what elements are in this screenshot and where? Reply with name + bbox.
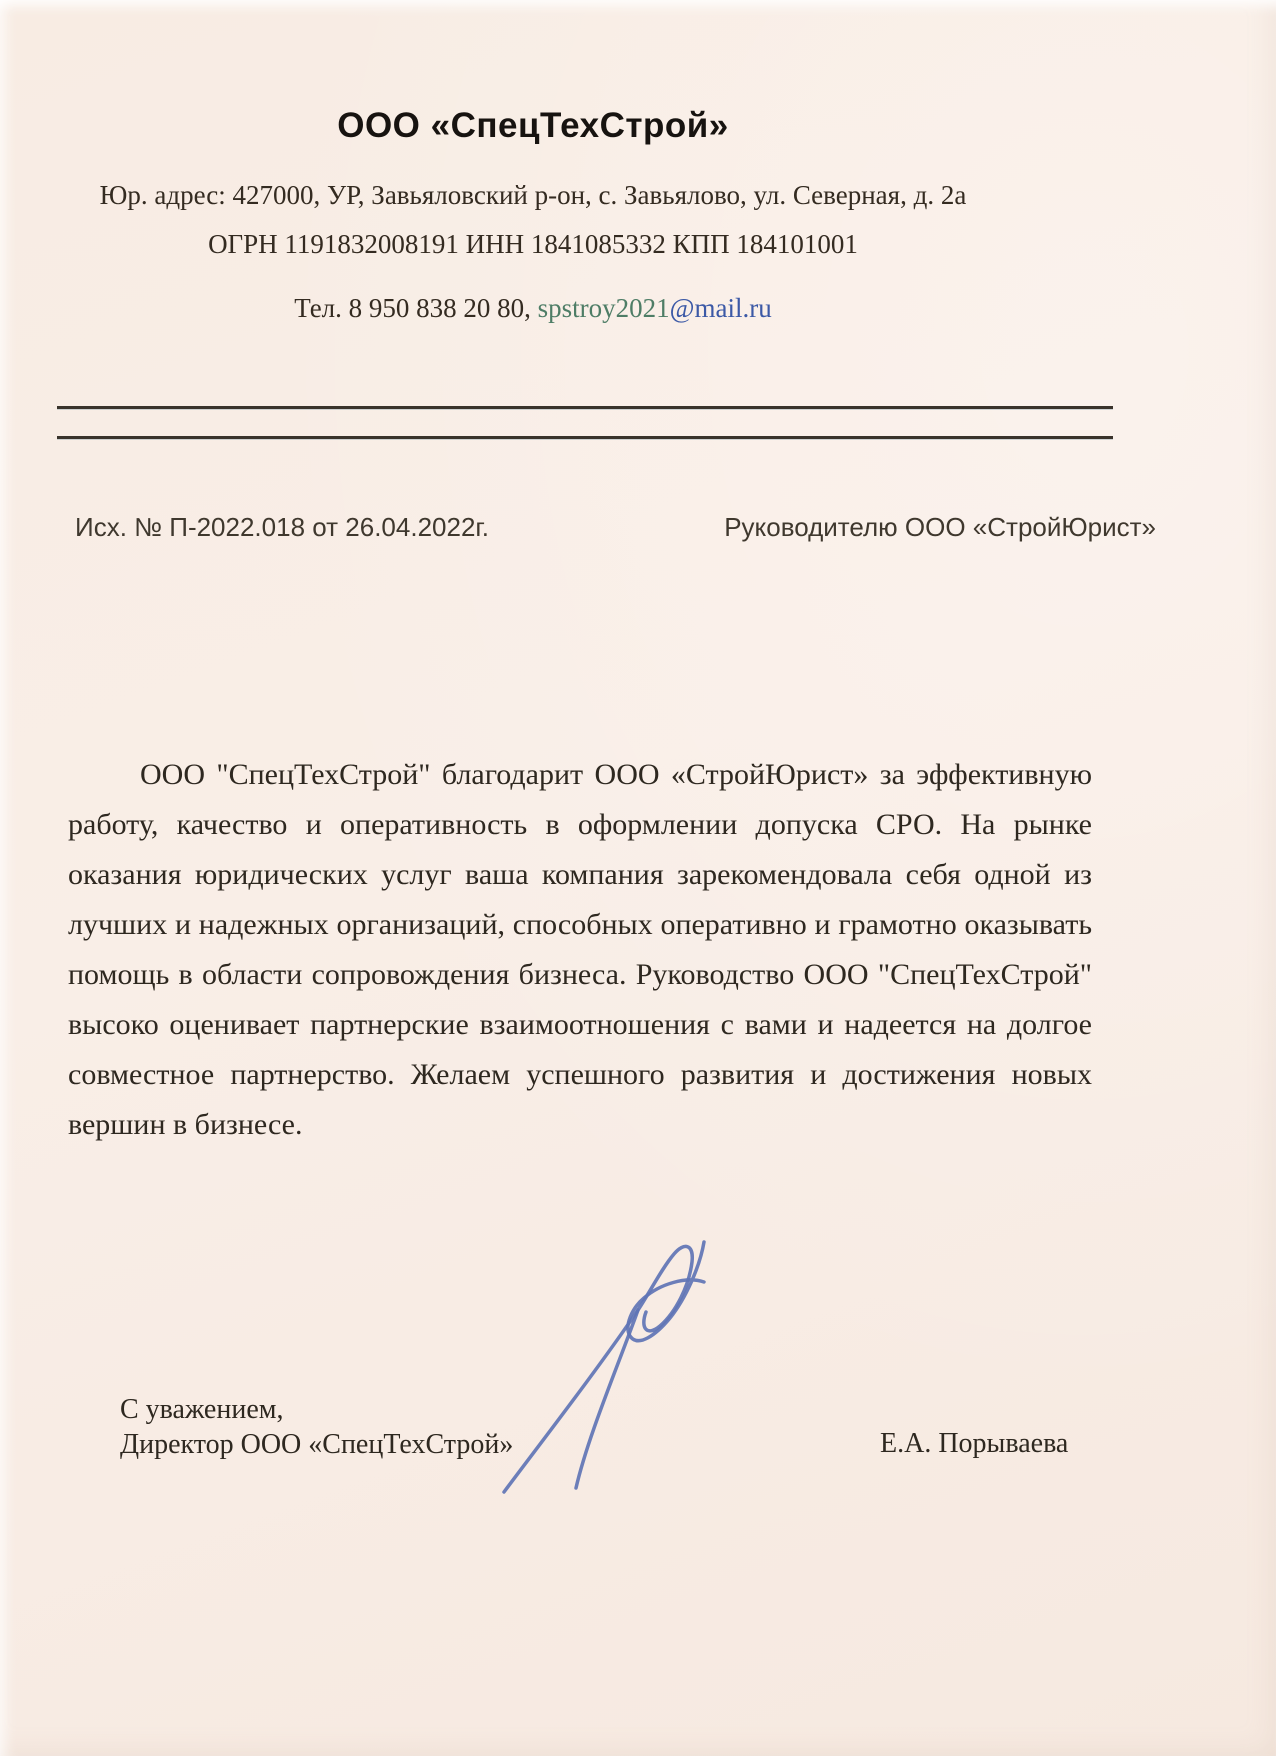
signer-title: Директор ООО «СпецТехСтрой» xyxy=(120,1429,514,1460)
closing: С уважением, xyxy=(120,1394,284,1425)
reference-row xyxy=(75,512,1156,543)
phone-number: Тел. 8 950 838 20 80, xyxy=(294,293,538,323)
registration-numbers: ОГРН 1191832008191 ИНН 1841085332 КПП 184101001 xyxy=(208,229,858,259)
phone-email-line xyxy=(0,293,1066,324)
email-domain: @mail.ru xyxy=(669,293,772,323)
signer-name: Е.А. Порываева xyxy=(880,1428,1069,1459)
legal-address: Юр. адрес: 427000, УР, Завьяловский р-он, с. Завьялово, ул. Северная, д. 2а xyxy=(99,180,967,210)
letter-body: ООО "СпецТехСтрой" благодарит ООО «СтройЮрист» за эффективную работу, качество и оперативность в оформлении допуска СРО. На рынке оказания юридических услуг ваша компания зарекомендовала себя одной из лучших и надежных организаций, способных оперативно и грамотно оказывать помощь в области сопровождения бизнеса. Руководство ООО "СпецТехСтрой" высоко оценивает партнерские взаимоотношения с вами и надеется на долгое совместное партнерство. Желаем успешного развития и достижения новых вершин в бизнесе. xyxy=(68,758,1092,1141)
divider-top xyxy=(57,406,1113,409)
handwritten-signature-icon xyxy=(488,1236,788,1506)
divider-bottom xyxy=(57,436,1113,439)
email-user: spstroy2021 xyxy=(537,293,670,323)
closing-block xyxy=(120,1392,513,1462)
company-name: ООО «СпецТехСтрой» xyxy=(337,106,729,145)
outgoing-ref: Исх. № П-2022.018 от 26.04.2022г. xyxy=(75,512,489,542)
recipient: Руководителю ООО «СтройЮрист» xyxy=(724,512,1156,542)
